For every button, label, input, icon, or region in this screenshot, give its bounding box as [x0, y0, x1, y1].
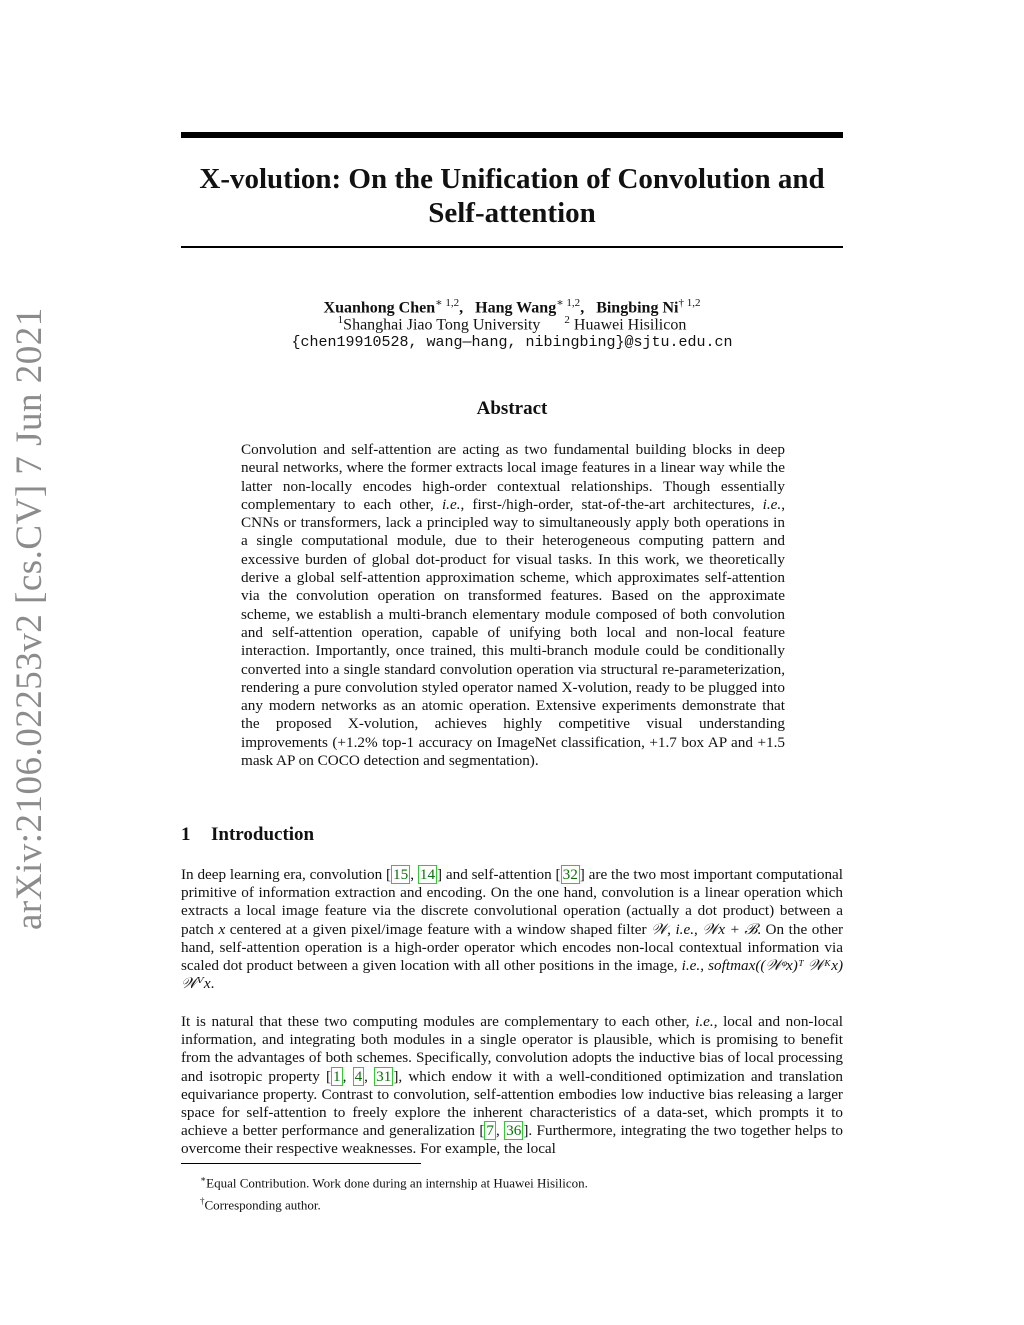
citation-link[interactable]: 1	[333, 1067, 341, 1085]
math-inline: 𝒲	[651, 920, 668, 938]
abstract-heading: Abstract	[476, 398, 548, 419]
author-emails: {chen19910528, wang—hang, nibingbing}@sjtu.edu.cn	[291, 334, 733, 351]
citation-link[interactable]: 32	[562, 866, 578, 883]
title-line-1: X-volution: On the Unification of Convolution and	[199, 163, 825, 195]
math-inline: 𝒲x + ℬ	[702, 920, 758, 938]
author-1-marks: ∗ 1,2	[435, 297, 460, 309]
footnotes	[200, 1170, 588, 1215]
citation-link[interactable]: 14	[419, 866, 436, 883]
math-softmax-formula: softmax((𝒲ᵠx)ᵀ 𝒲ᴷx) 𝒲ⱽx	[181, 957, 844, 993]
author-3-marks: † 1,2	[678, 297, 701, 309]
affiliation-1: Shanghai Jiao Tong University	[343, 316, 541, 334]
citation-link[interactable]: 4	[354, 1067, 363, 1085]
author-list: Xuanhong Chen$^{∗ 1,2}$, Hang Wang$^{∗ 1,2}$, Bingbing Ni$^{\dagger 1,2}$	[323, 297, 701, 317]
section-title: Introduction	[211, 824, 315, 845]
intro-paragraph-1: In deep learning era, convolution [ 15 , 14 ] and self-attention [ 32 ] are the two most important computational primitive of information extraction and encoding. On the one hand, convolution is a linear operation which extracts a local image feature via the discrete convolutional operation (actually a dot product) between a patch x centered at a given pixel/image feature with a window shaped filter 𝒲, i.e., 𝒲x + ℬ. On the other hand, self-attention operation is a high-order operator which encodes non-local contextual information via scaled dot product between a given location with all other positions in the image, i.e., softmax((𝒲ᵠx)ᵀ 𝒲ᴷx) 𝒲ⱽx.	[181, 866, 844, 993]
footnote-rule	[181, 1163, 421, 1164]
abstract-body: Convolution and self-attention are acting as two fundamental building blocks in deep neural networks, where the former extracts local image features in a linear way while the latter non-locally encodes high-order contextual relationships. Though essentially complementary to each other, i.e., first-/high-order, stat-of-the-art architectures, i.e., CNNs or transformers, lack a principled way to simultaneously apply both operations in a single computational module, due to their heterogeneous computing pattern and excessive burden of global dot-product for visual tasks. In this work, we theoretically derive a global self-attention approximation scheme, which approximates self-attention via the convolution operation on transformed features. Based on the approximate scheme, we establish a multi-branch elementary module composed of both convolution and self-attention operation, capable of unifying both local and non-local feature interaction. Importantly, once trained, this multi-branch module could be conditionally converted into a single standard convolution operation via structural re-parameterization, rendering a pure convolution styled operator named X-volution, ready to be plugged into any modern networks as an atomic operation. Extensive experiments demonstrate that the proposed X-volution, achieves highly competitive visual understanding improvements (+1.2% top-1 accuracy on ImageNet classification, +1.7 box AP and +1.5 mask AP on COCO detection and segmentation).	[241, 441, 785, 770]
footnote-1: ∗Equal Contribution. Work done during an internship at Huawei Hisilicon.	[200, 1174, 588, 1191]
affiliation-2: Huawei Hisilicon	[573, 316, 687, 334]
title-line-2: Self-attention	[428, 197, 596, 229]
arxiv-identifier-stamp: arXiv:2106.02253v2 [cs.CV] 7 Jun 2021	[9, 307, 50, 930]
author-2: Hang Wang	[475, 299, 557, 317]
author-2-marks: ∗ 1,2	[556, 297, 581, 309]
section-heading-introduction	[181, 824, 314, 846]
citation-link[interactable]: 36	[506, 1122, 522, 1140]
citation-link[interactable]: 7	[486, 1122, 495, 1140]
section-number: 1	[181, 824, 191, 845]
citation-link[interactable]: 15	[393, 866, 409, 883]
footnote-2: †Corresponding author.	[200, 1196, 321, 1213]
paper-title	[181, 162, 843, 230]
title-bottom-rule	[181, 246, 843, 248]
citation-link[interactable]: 31	[376, 1067, 392, 1085]
author-3: Bingbing Ni	[596, 299, 679, 317]
math-inline: x	[218, 920, 226, 938]
title-top-rule	[181, 132, 843, 138]
intro-paragraph-2: It is natural that these two computing modules are complementary to each other, i.e., local and non-local information, and integrating both modules in a single operator is plausible, which is promising to benefit from the advantages of both schemes. Specifically, convolution adopts the inductive bias of local processing and isotropic property [ 1 , 4 , 31 ], which endow it with a well-conditioned optimization and translation equivariance property. Contrast to convolution, self-attention embodies low inductive bias releasing a larger space for self-attention to freely explore the inherent characteristics of a data-set, which prompts it to achieve a better performance and generalization [ 7 , 36 ]. Furthermore, integrating the two together helps to overcome their respective weaknesses. For example, the local	[181, 1013, 844, 1158]
author-1: Xuanhong Chen	[323, 299, 436, 317]
affiliations: $^1$Shanghai Jiao Tong University $^2$ Huawei Hisilicon	[337, 314, 687, 334]
